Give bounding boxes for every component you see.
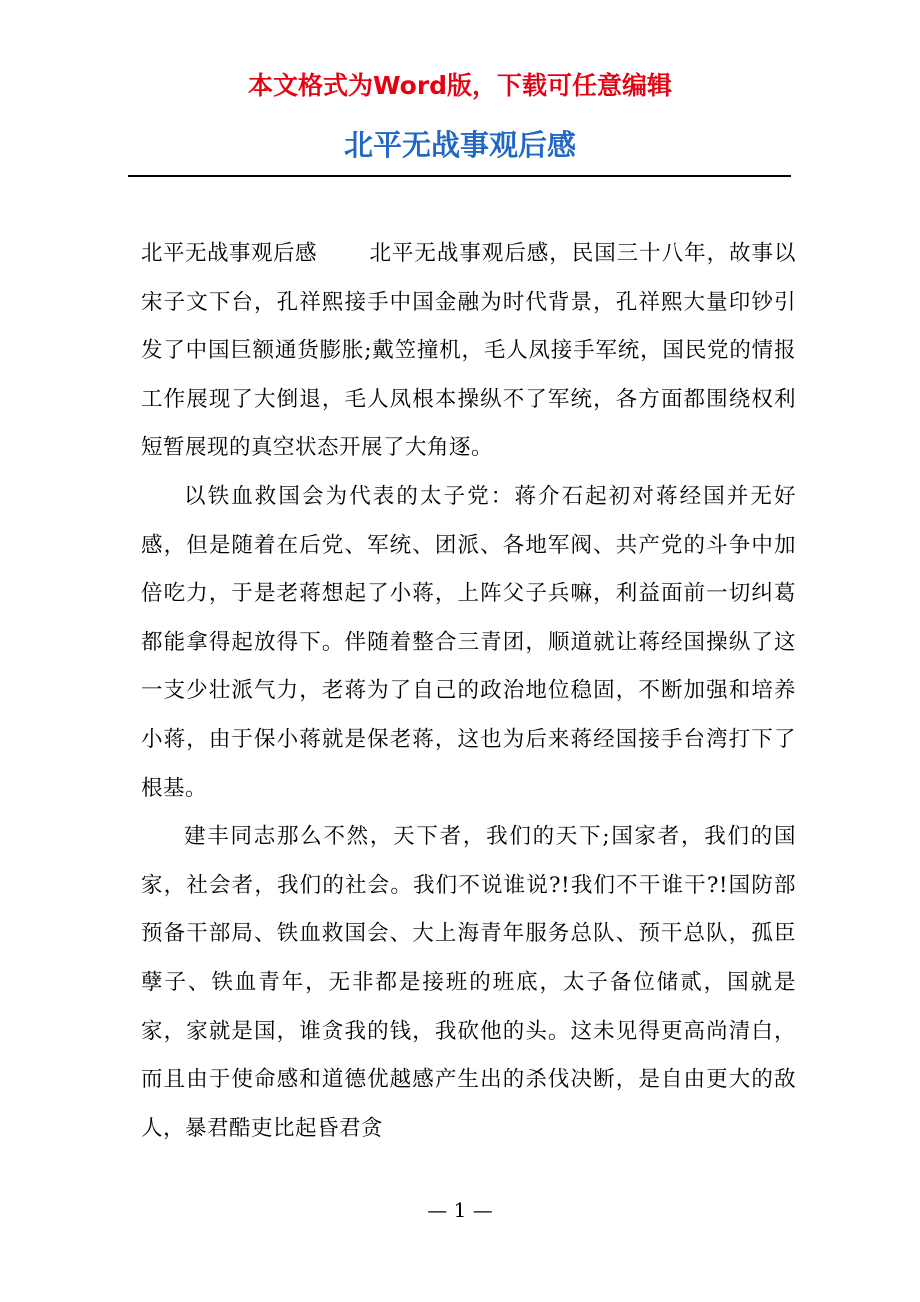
inline-title: 北平无战事观后感 — [141, 241, 318, 266]
download-banner: 本文格式为Word版，下载可任意编辑 — [247, 71, 673, 100]
header-divider — [128, 175, 791, 177]
document-title: 北平无战事观后感 — [343, 128, 576, 162]
paragraph-1-text: 北平无战事观后感，民国三十八年，故事以宋子文下台，孔祥熙接手中国金融为时代背景，孔祥熙大量印钞引发了中国巨额通货膨胀;戴笠撞机，毛人凤接手军统，国民党的情报工作展现了大倒退，毛人凤根本操纵不了军统，各方面都围绕权利短暂展现的真空状态开展了大角逐。 — [141, 241, 796, 461]
document-body — [141, 230, 796, 1153]
paragraph-1 — [141, 230, 796, 473]
page-number: — 1 — — [427, 1198, 493, 1222]
paragraph-2: 以铁血救国会为代表的太子党：蒋介石起初对蒋经国并无好感，但是随着在后党、军统、团派、各地军阀、共产党的斗争中加倍吃力，于是老蒋想起了小蒋，上阵父子兵嘛，利益面前一切纠葛都能拿得起放得下。伴随着整合三青团，顺道就让蒋经国操纵了这一支少壮派气力，老蒋为了自己的政治地位稳固，不断加强和培养小蒋，由于保小蒋就是保老蒋，这也为后来蒋经国接手台湾打下了根基。 — [141, 483, 796, 801]
paragraph-3: 建丰同志那么不然，天下者，我们的天下;国家者，我们的国家，社会者，我们的社会。我们不说谁说?!我们不干谁干?!国防部预备干部局、铁血救国会、大上海青年服务总队、预干总队，孤臣孽子、铁血青年，无非都是接班的班底，太子备位储贰，国就是家，家就是国，谁贪我的钱，我砍他的头。这未见得更高尚清白，而且由于使命感和道德优越感产生出的杀伐决断，是自由更大的敌人，暴君酷吏比起昏君贪 — [141, 824, 796, 1141]
